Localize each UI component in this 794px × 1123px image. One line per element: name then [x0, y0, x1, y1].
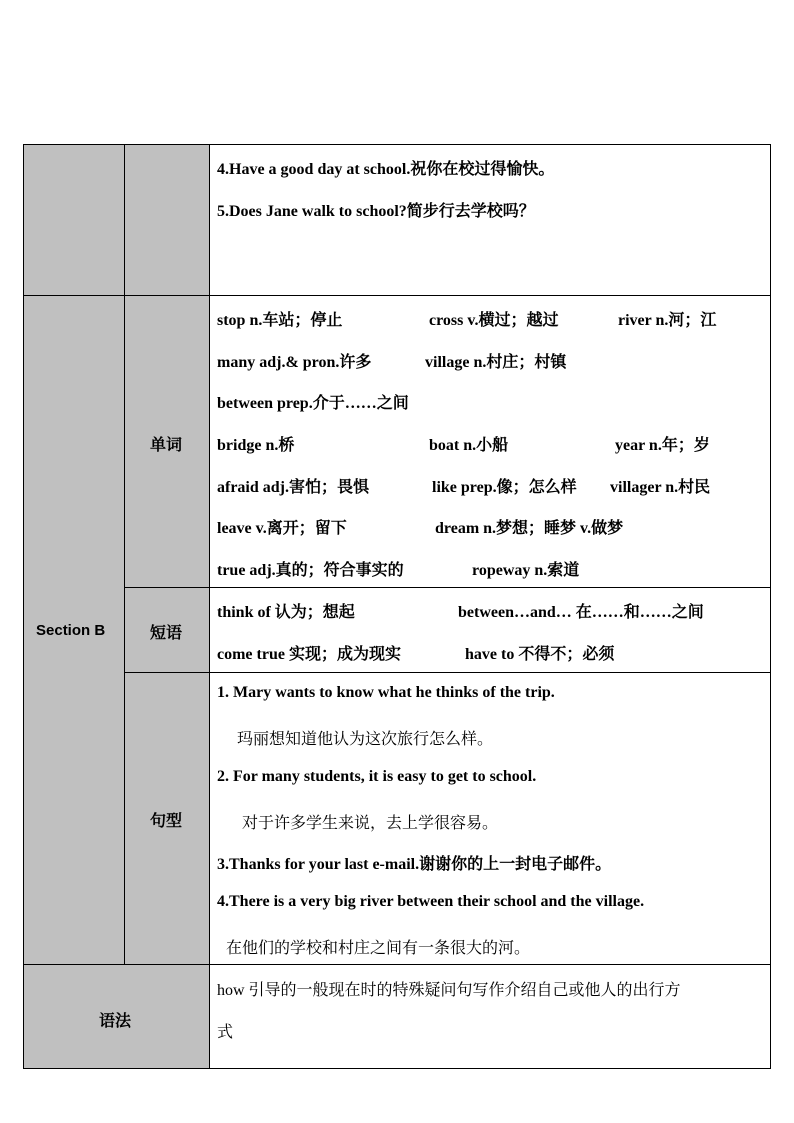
border-top: [23, 144, 771, 145]
sentence-line: 2. For many students, it is easy to get to school.: [217, 768, 537, 785]
vocab-item: ropeway n.索道: [472, 562, 580, 579]
vocab-item: many adj.& pron.许多: [217, 354, 372, 371]
grammar-line: 式: [217, 1024, 234, 1041]
vocab-item: dream n.梦想；睡梦 v.做梦: [435, 520, 624, 537]
sentence-translation: 对于许多学生来说，去上学很容易。: [242, 815, 499, 832]
phrase-item: come true 实现；成为现实: [217, 646, 401, 663]
vocab-line: [217, 390, 409, 413]
border-left: [23, 144, 24, 1069]
phrase-item: have to 不得不；必须: [465, 646, 615, 663]
phrase-line: [217, 599, 704, 622]
vocab-item: cross v.横过；越过: [429, 312, 559, 329]
row1-line-1: 4.Have a good day at school.祝你在校过得愉快。: [217, 161, 555, 178]
grammar-line: how 引导的一般现在时的特殊疑问句写作介绍自己或他人的出行方: [217, 982, 681, 999]
vocab-item: year n.年；岁: [615, 437, 710, 454]
sentence-translation: 玛丽想知道他认为这次旅行怎么样。: [237, 731, 494, 748]
sentence-line: 4.There is a very big river between their school and the village.: [217, 893, 645, 910]
border-right: [770, 144, 771, 1069]
section-b-label: Section B: [36, 622, 106, 639]
vocab-line: [217, 515, 623, 538]
phrases-label: 短语: [150, 623, 183, 642]
vocab-line: [217, 474, 710, 497]
grammar-label: 语法: [99, 1011, 132, 1030]
vocab-item: true adj.真的；符合事实的: [217, 562, 404, 579]
vocab-line: [217, 432, 710, 455]
border-phrases-bottom: [124, 672, 771, 673]
border-bottom: [23, 1068, 771, 1069]
vocab-item: between prep.介于……之间: [217, 395, 409, 412]
vocab-line: [217, 557, 579, 580]
summary-table: [23, 144, 771, 1069]
vocab-item: like prep.像；怎么样: [432, 479, 577, 496]
vocab-item: leave v.离开；留下: [217, 520, 347, 537]
border-section-bottom: [23, 964, 771, 965]
row1-line-2: 5.Does Jane walk to school?简步行去学校吗？: [217, 203, 535, 220]
phrase-item: think of 认为；想起: [217, 604, 355, 621]
vocab-item: villager n.村民: [610, 479, 711, 496]
sentence-translation: 在他们的学校和村庄之间有一条很大的河。: [226, 940, 531, 957]
vocab-line: [217, 307, 716, 330]
vocab-item: river n.河；江: [618, 312, 717, 329]
vocab-item: afraid adj.害怕；畏惧: [217, 479, 370, 496]
phrase-line: [217, 641, 614, 664]
vocab-item: boat n.小船: [429, 437, 509, 454]
vocab-label: 单词: [150, 435, 183, 454]
vocab-item: bridge n.桥: [217, 437, 295, 454]
vocab-line: [217, 349, 566, 372]
vocab-item: stop n.车站；停止: [217, 312, 343, 329]
row1-col2-cell: [124, 144, 209, 296]
row1-col1-cell: [23, 144, 124, 296]
border-col1: [124, 144, 125, 965]
sentence-line: 1. Mary wants to know what he thinks of the trip.: [217, 684, 555, 701]
sentences-label: 句型: [150, 811, 183, 830]
sentence-line: 3.Thanks for your last e-mail.谢谢你的上一封电子邮件。: [217, 856, 612, 873]
border-row1-bottom: [23, 295, 771, 296]
border-col2: [209, 144, 210, 1069]
border-vocab-bottom: [124, 587, 771, 588]
vocab-item: village n.村庄；村镇: [425, 354, 567, 371]
phrase-item: between…and… 在……和……之间: [458, 604, 704, 621]
